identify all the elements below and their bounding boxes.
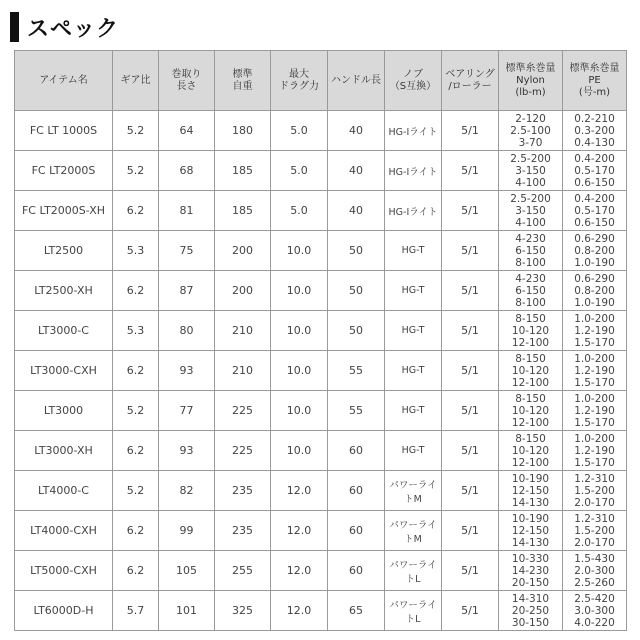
table-row <box>15 311 627 351</box>
cell-weight: 210 <box>215 311 271 351</box>
column-header-item-name: アイテム名 <box>15 51 113 111</box>
section-heading <box>10 12 119 42</box>
cell-retrieve-length: 80 <box>159 311 215 351</box>
cell-pe-capacity: 1.2-310 1.5-200 2.0-170 <box>563 471 627 511</box>
cell-knob: HG-Iライト <box>385 111 442 151</box>
cell-gear-ratio: 5.2 <box>113 151 159 191</box>
cell-item-name: LT3000-CXH <box>15 351 113 391</box>
cell-nylon-capacity: 4-230 6-150 8-100 <box>499 271 563 311</box>
table-row <box>15 191 627 231</box>
cell-knob: HG-T <box>385 311 442 351</box>
cell-item-name: FC LT 1000S <box>15 111 113 151</box>
cell-gear-ratio: 6.2 <box>113 351 159 391</box>
cell-pe-capacity: 1.0-200 1.2-190 1.5-170 <box>563 311 627 351</box>
cell-nylon-capacity: 10-330 14-230 20-150 <box>499 551 563 591</box>
cell-nylon-capacity: 8-150 10-120 12-100 <box>499 351 563 391</box>
cell-bearing: 5/1 <box>442 551 499 591</box>
cell-nylon-capacity: 8-150 10-120 12-100 <box>499 431 563 471</box>
cell-pe-capacity: 0.6-290 0.8-200 1.0-190 <box>563 231 627 271</box>
cell-bearing: 5/1 <box>442 111 499 151</box>
table-row <box>15 391 627 431</box>
cell-retrieve-length: 75 <box>159 231 215 271</box>
column-header-pe-capacity: 標準糸巻量 PE (号-m) <box>563 51 627 111</box>
cell-nylon-capacity: 8-150 10-120 12-100 <box>499 311 563 351</box>
cell-retrieve-length: 93 <box>159 351 215 391</box>
cell-max-drag: 12.0 <box>271 591 328 631</box>
cell-item-name: FC LT2000S <box>15 151 113 191</box>
cell-gear-ratio: 5.2 <box>113 391 159 431</box>
cell-pe-capacity: 1.0-200 1.2-190 1.5-170 <box>563 391 627 431</box>
cell-pe-capacity: 0.4-200 0.5-170 0.6-150 <box>563 191 627 231</box>
cell-nylon-capacity: 10-190 12-150 14-130 <box>499 511 563 551</box>
cell-bearing: 5/1 <box>442 151 499 191</box>
cell-handle-length: 40 <box>328 191 385 231</box>
cell-retrieve-length: 68 <box>159 151 215 191</box>
cell-knob: HG-T <box>385 351 442 391</box>
cell-weight: 185 <box>215 151 271 191</box>
column-header-weight: 標準 自重 <box>215 51 271 111</box>
cell-knob: HG-Iライト <box>385 191 442 231</box>
cell-item-name: LT4000-C <box>15 471 113 511</box>
cell-max-drag: 12.0 <box>271 551 328 591</box>
cell-bearing: 5/1 <box>442 231 499 271</box>
cell-gear-ratio: 5.3 <box>113 231 159 271</box>
cell-bearing: 5/1 <box>442 591 499 631</box>
cell-nylon-capacity: 2-120 2.5-100 3-70 <box>499 111 563 151</box>
cell-weight: 200 <box>215 271 271 311</box>
cell-pe-capacity: 0.2-210 0.3-200 0.4-130 <box>563 111 627 151</box>
cell-max-drag: 12.0 <box>271 511 328 551</box>
column-header-nylon-capacity: 標準糸巻量 Nylon (lb-m) <box>499 51 563 111</box>
cell-knob: HG-Iライト <box>385 151 442 191</box>
column-header-knob: ノブ （S互換） <box>385 51 442 111</box>
column-header-max-drag: 最大 ドラグ力 <box>271 51 328 111</box>
cell-max-drag: 10.0 <box>271 351 328 391</box>
table-row <box>15 151 627 191</box>
cell-handle-length: 60 <box>328 511 385 551</box>
cell-retrieve-length: 64 <box>159 111 215 151</box>
cell-retrieve-length: 93 <box>159 431 215 471</box>
cell-weight: 235 <box>215 471 271 511</box>
cell-retrieve-length: 82 <box>159 471 215 511</box>
cell-pe-capacity: 1.2-310 1.5-200 2.0-170 <box>563 511 627 551</box>
cell-weight: 255 <box>215 551 271 591</box>
table-row <box>15 591 627 631</box>
cell-retrieve-length: 99 <box>159 511 215 551</box>
cell-gear-ratio: 5.3 <box>113 311 159 351</box>
cell-weight: 185 <box>215 191 271 231</box>
cell-knob: HG-T <box>385 271 442 311</box>
cell-max-drag: 10.0 <box>271 311 328 351</box>
cell-weight: 200 <box>215 231 271 271</box>
spec-table <box>14 50 627 631</box>
cell-max-drag: 5.0 <box>271 111 328 151</box>
cell-pe-capacity: 1.0-200 1.2-190 1.5-170 <box>563 351 627 391</box>
cell-item-name: LT6000D-H <box>15 591 113 631</box>
cell-knob: パワーライトM <box>385 511 442 551</box>
cell-gear-ratio: 6.2 <box>113 551 159 591</box>
cell-bearing: 5/1 <box>442 431 499 471</box>
table-row <box>15 471 627 511</box>
table-row <box>15 351 627 391</box>
cell-gear-ratio: 6.2 <box>113 191 159 231</box>
cell-item-name: LT2500 <box>15 231 113 271</box>
cell-item-name: LT2500-XH <box>15 271 113 311</box>
cell-gear-ratio: 6.2 <box>113 271 159 311</box>
cell-pe-capacity: 0.4-200 0.5-170 0.6-150 <box>563 151 627 191</box>
cell-bearing: 5/1 <box>442 271 499 311</box>
cell-max-drag: 12.0 <box>271 471 328 511</box>
cell-bearing: 5/1 <box>442 391 499 431</box>
cell-weight: 180 <box>215 111 271 151</box>
cell-weight: 225 <box>215 431 271 471</box>
cell-item-name: LT3000 <box>15 391 113 431</box>
cell-retrieve-length: 105 <box>159 551 215 591</box>
table-row <box>15 111 627 151</box>
column-header-bearing: ベアリング /ローラー <box>442 51 499 111</box>
cell-bearing: 5/1 <box>442 351 499 391</box>
cell-max-drag: 10.0 <box>271 391 328 431</box>
cell-bearing: 5/1 <box>442 511 499 551</box>
cell-pe-capacity: 1.5-430 2.0-300 2.5-260 <box>563 551 627 591</box>
cell-handle-length: 50 <box>328 311 385 351</box>
cell-handle-length: 55 <box>328 351 385 391</box>
cell-nylon-capacity: 8-150 10-120 12-100 <box>499 391 563 431</box>
cell-handle-length: 60 <box>328 471 385 511</box>
cell-item-name: LT4000-CXH <box>15 511 113 551</box>
cell-knob: HG-T <box>385 231 442 271</box>
cell-max-drag: 10.0 <box>271 431 328 471</box>
column-header-retrieve-length: 巻取り 長さ <box>159 51 215 111</box>
cell-knob: HG-T <box>385 431 442 471</box>
cell-handle-length: 50 <box>328 271 385 311</box>
table-row <box>15 511 627 551</box>
cell-retrieve-length: 101 <box>159 591 215 631</box>
cell-handle-length: 50 <box>328 231 385 271</box>
cell-gear-ratio: 5.2 <box>113 111 159 151</box>
cell-gear-ratio: 6.2 <box>113 511 159 551</box>
cell-gear-ratio: 5.7 <box>113 591 159 631</box>
cell-knob: パワーライトL <box>385 551 442 591</box>
heading-marker <box>10 12 19 42</box>
cell-retrieve-length: 87 <box>159 271 215 311</box>
cell-max-drag: 10.0 <box>271 271 328 311</box>
cell-handle-length: 65 <box>328 591 385 631</box>
cell-retrieve-length: 77 <box>159 391 215 431</box>
cell-nylon-capacity: 2.5-200 3-150 4-100 <box>499 191 563 231</box>
table-row <box>15 431 627 471</box>
cell-item-name: LT3000-C <box>15 311 113 351</box>
cell-pe-capacity: 0.6-290 0.8-200 1.0-190 <box>563 271 627 311</box>
cell-knob: HG-T <box>385 391 442 431</box>
cell-knob: パワーライトL <box>385 591 442 631</box>
table-row <box>15 551 627 591</box>
table-row <box>15 271 627 311</box>
cell-nylon-capacity: 4-230 6-150 8-100 <box>499 231 563 271</box>
column-header-gear-ratio: ギア比 <box>113 51 159 111</box>
cell-max-drag: 5.0 <box>271 151 328 191</box>
column-header-handle-length: ハンドル長 <box>328 51 385 111</box>
cell-bearing: 5/1 <box>442 471 499 511</box>
cell-handle-length: 60 <box>328 551 385 591</box>
cell-nylon-capacity: 2.5-200 3-150 4-100 <box>499 151 563 191</box>
cell-bearing: 5/1 <box>442 191 499 231</box>
cell-knob: パワーライトM <box>385 471 442 511</box>
table-row <box>15 231 627 271</box>
page-title: スペック <box>27 16 120 42</box>
cell-weight: 210 <box>215 351 271 391</box>
cell-gear-ratio: 5.2 <box>113 471 159 511</box>
cell-pe-capacity: 1.0-200 1.2-190 1.5-170 <box>563 431 627 471</box>
cell-handle-length: 55 <box>328 391 385 431</box>
cell-weight: 325 <box>215 591 271 631</box>
cell-handle-length: 40 <box>328 151 385 191</box>
cell-handle-length: 60 <box>328 431 385 471</box>
cell-max-drag: 10.0 <box>271 231 328 271</box>
cell-item-name: LT3000-XH <box>15 431 113 471</box>
cell-weight: 235 <box>215 511 271 551</box>
table-header-row <box>15 51 627 111</box>
cell-nylon-capacity: 14-310 20-250 30-150 <box>499 591 563 631</box>
cell-nylon-capacity: 10-190 12-150 14-130 <box>499 471 563 511</box>
cell-pe-capacity: 2.5-420 3.0-300 4.0-220 <box>563 591 627 631</box>
cell-item-name: LT5000-CXH <box>15 551 113 591</box>
cell-retrieve-length: 81 <box>159 191 215 231</box>
cell-bearing: 5/1 <box>442 311 499 351</box>
cell-gear-ratio: 6.2 <box>113 431 159 471</box>
cell-max-drag: 5.0 <box>271 191 328 231</box>
cell-handle-length: 40 <box>328 111 385 151</box>
cell-weight: 225 <box>215 391 271 431</box>
cell-item-name: FC LT2000S-XH <box>15 191 113 231</box>
